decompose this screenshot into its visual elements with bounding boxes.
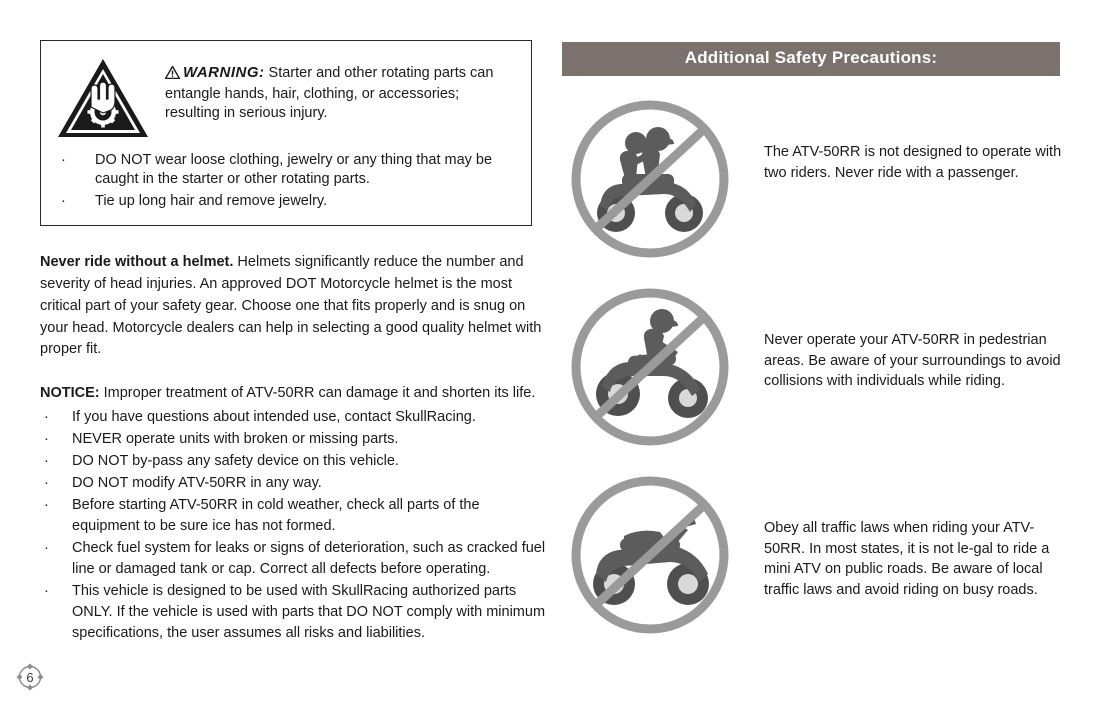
bullet-marker: · bbox=[44, 582, 49, 599]
helmet-paragraph-body: Helmets significantly reduce the number and severity of head injuries. An approved DOT Motorcycle helmet is the most critical part of your safety gear. Choose one that fits properly and is snug on your head. Motorcycle dealers can help in selecting a good quality helmet with proper fit. bbox=[40, 254, 542, 358]
safety-precaution-row bbox=[562, 282, 1062, 452]
section-header-additional-safety: Additional Safety Precautions: bbox=[562, 42, 1060, 76]
bullet-text: DO NOT by-pass any safety device on this vehicle. bbox=[72, 452, 399, 469]
list-item bbox=[40, 451, 550, 472]
list-item bbox=[40, 538, 550, 580]
helmet-paragraph bbox=[40, 252, 550, 361]
bullet-text: Before starting ATV-50RR in cold weather, check all parts of the equipment to be sure ice has not formed. bbox=[72, 496, 480, 534]
list-item bbox=[40, 429, 550, 450]
safety-precaution-row bbox=[562, 94, 1062, 264]
entanglement-hazard-triangle-icon bbox=[55, 55, 151, 141]
bullet-marker: · bbox=[44, 539, 49, 556]
no-two-riders-icon bbox=[562, 94, 744, 264]
bullet-text: This vehicle is designed to be used with SkullRacing authorized parts ONLY. If the vehicle is used with parts that DO NOT comply with minimum specifications, the user assumes all risks and liabilities. bbox=[72, 582, 546, 641]
bullet-text: Tie up long hair and remove jewelry. bbox=[95, 192, 328, 209]
bullet-text: DO NOT wear loose clothing, jewelry or any thing that may be caught in the starter or other rotating parts. bbox=[95, 152, 493, 188]
bullet-marker: · bbox=[44, 474, 49, 491]
bullet-marker: · bbox=[61, 192, 66, 209]
no-pedestrian-areas-icon bbox=[562, 282, 744, 452]
bullet-marker: · bbox=[44, 452, 49, 469]
no-public-roads-icon bbox=[562, 470, 744, 640]
notice-intro-text: Improper treatment of ATV-50RR can damage it and shorten its life. bbox=[99, 385, 536, 402]
page-number-value: 6 bbox=[26, 669, 34, 685]
safety-precaution-text: Never operate your ATV-50RR in pedestrian areas. Be aware of your surroundings to avoid collisions with individuals while riding. bbox=[764, 332, 1061, 390]
notice-intro bbox=[40, 383, 550, 405]
bullet-marker: · bbox=[44, 496, 49, 513]
notice-lead: NOTICE: bbox=[40, 385, 100, 402]
list-item bbox=[55, 192, 515, 211]
bullet-text: DO NOT modify ATV-50RR in any way. bbox=[72, 474, 322, 491]
list-item bbox=[40, 407, 550, 428]
helmet-paragraph-lead: Never ride without a helmet. bbox=[40, 254, 234, 271]
safety-precaution-text: The ATV-50RR is not designed to operate with two riders. Never ride with a passenger. bbox=[764, 144, 1062, 181]
warning-body-text: Starter and other rotating parts can entangle hands, hair, clothing, or accessories; resulting in serious injury. bbox=[165, 65, 494, 122]
bullet-text: Check fuel system for leaks or signs of deterioration, such as cracked fuel line or damaged tank or cap. Correct all defects before operating. bbox=[72, 539, 546, 577]
notice-bullet-list bbox=[40, 407, 550, 644]
page-number-badge bbox=[14, 661, 46, 693]
warning-callout-box bbox=[40, 40, 532, 226]
bullet-marker: · bbox=[44, 408, 49, 425]
warning-signal-word: WARNING: bbox=[183, 64, 265, 81]
notice-block bbox=[40, 383, 550, 644]
list-item bbox=[40, 581, 550, 644]
bullet-marker: · bbox=[61, 152, 66, 168]
left-column bbox=[40, 40, 550, 645]
bullet-marker: · bbox=[44, 430, 49, 447]
warning-text-block bbox=[165, 55, 515, 123]
list-item bbox=[40, 473, 550, 494]
list-item bbox=[40, 495, 550, 537]
bullet-text: If you have questions about intended use, contact SkullRacing. bbox=[72, 408, 476, 425]
warning-bullet-list bbox=[55, 151, 515, 211]
right-column bbox=[562, 42, 1062, 640]
list-item bbox=[55, 151, 515, 190]
safety-precaution-text: Obey all traffic laws when riding your ATV-50RR. In most states, it is not le-gal to ride a mini ATV on public roads. Be aware of local traffic laws and avoid riding on busy roads. bbox=[764, 520, 1050, 598]
warning-top-row bbox=[55, 55, 515, 141]
warning-triangle-inline-icon bbox=[165, 66, 180, 85]
bullet-text: NEVER operate units with broken or missing parts. bbox=[72, 430, 399, 447]
safety-precaution-row bbox=[562, 470, 1062, 640]
